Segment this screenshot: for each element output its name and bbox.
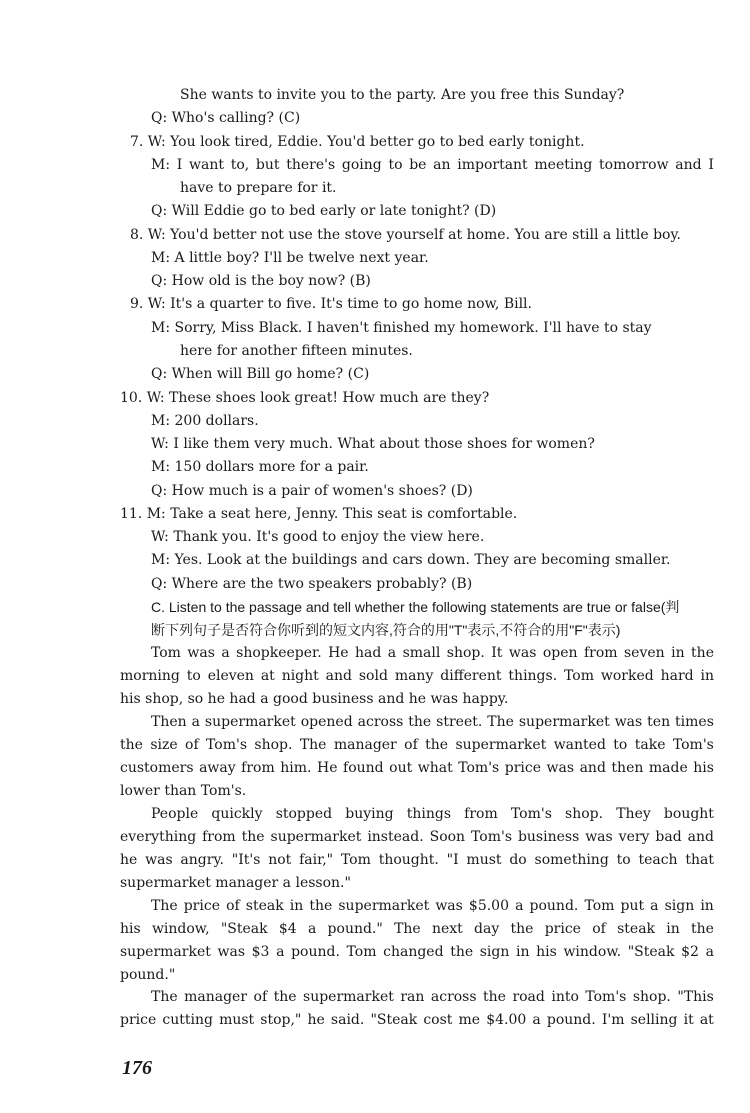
text-line: M: Sorry, Miss Black. I haven't finished my homework. I'll have to stay: [151, 320, 652, 336]
text-line: She wants to invite you to the party. Are you free this Sunday?: [180, 87, 625, 103]
text-line: W: I like them very much. What about those shoes for women?: [151, 436, 595, 452]
text-line: M: I want to, but there's going to be an important meeting tomorrow and I: [151, 157, 714, 173]
text-line: 9. W: It's a quarter to five. It's time to go home now, Bill.: [130, 296, 532, 312]
text-line: customers away from him. He found out what Tom's price was and then made his: [120, 760, 714, 776]
text-line: Q: How old is the boy now? (B): [151, 273, 371, 289]
text-line: 11. M: Take a seat here, Jenny. This seat is comfortable.: [120, 506, 518, 522]
text-line: The manager of the supermarket ran across the road into Tom's shop. "This: [151, 989, 714, 1005]
text-line: People quickly stopped buying things from Tom's shop. They bought: [151, 806, 714, 822]
text-line: Q: Where are the two speakers probably? (B): [151, 576, 473, 592]
text-line: his window, "Steak $4 a pound." The next day the price of steak in the: [120, 921, 714, 937]
text-line: 8. W: You'd better not use the stove yourself at home. You are still a little boy.: [130, 227, 681, 243]
text-line: have to prepare for it.: [180, 180, 337, 196]
text-line: morning to eleven at night and sold many different things. Tom worked hard in: [120, 668, 714, 684]
section-c-heading-cn: 断下列句子是否符合你听到的短文内容,符合的用"T"表示,不符合的用"F"表示): [151, 622, 621, 638]
text-line: Q: How much is a pair of women's shoes? (D): [151, 483, 473, 499]
text-line: Q: Who's calling? (C): [151, 110, 301, 126]
text-line: pound.": [120, 967, 176, 983]
text-line: lower than Tom's.: [120, 783, 247, 799]
text-line: The price of steak in the supermarket was $5.00 a pound. Tom put a sign in: [151, 898, 714, 914]
text-line: M: 200 dollars.: [151, 413, 259, 429]
text-line: here for another fifteen minutes.: [180, 343, 413, 359]
text-line: M: 150 dollars more for a pair.: [151, 459, 369, 475]
page-number: 176: [122, 1057, 152, 1079]
text-line: 10. W: These shoes look great! How much are they?: [120, 390, 490, 406]
text-line: M: A little boy? I'll be twelve next year.: [151, 250, 429, 266]
text-line: Tom was a shopkeeper. He had a small shop. It was open from seven in the: [151, 645, 714, 661]
text-line: his shop, so he had a good business and he was happy.: [120, 691, 509, 707]
text-line: 7. W: You look tired, Eddie. You'd better go to bed early tonight.: [130, 134, 585, 150]
text-line: Q: Will Eddie go to bed early or late tonight? (D): [151, 203, 497, 219]
text-line: price cutting must stop," he said. "Steak cost me $4.00 a pound. I'm selling it at: [120, 1012, 714, 1028]
text-line: Then a supermarket opened across the street. The supermarket was ten times: [151, 714, 714, 730]
text-line: W: Thank you. It's good to enjoy the view here.: [151, 529, 485, 545]
text-line: he was angry. "It's not fair," Tom thought. "I must do something to teach that: [120, 852, 714, 868]
text-line: the size of Tom's shop. The manager of the supermarket wanted to take Tom's: [120, 737, 714, 753]
section-c-heading: C. Listen to the passage and tell whether the following statements are true or false(判: [151, 599, 680, 615]
text-line: supermarket manager a lesson.": [120, 875, 351, 891]
text-line: supermarket was $3 a pound. Tom changed the sign in his window. "Steak $2 a: [120, 944, 714, 960]
text-line: everything from the supermarket instead. Soon Tom's business was very bad and: [120, 829, 714, 845]
text-line: M: Yes. Look at the buildings and cars down. They are becoming smaller.: [151, 552, 671, 568]
text-line: Q: When will Bill go home? (C): [151, 366, 370, 382]
